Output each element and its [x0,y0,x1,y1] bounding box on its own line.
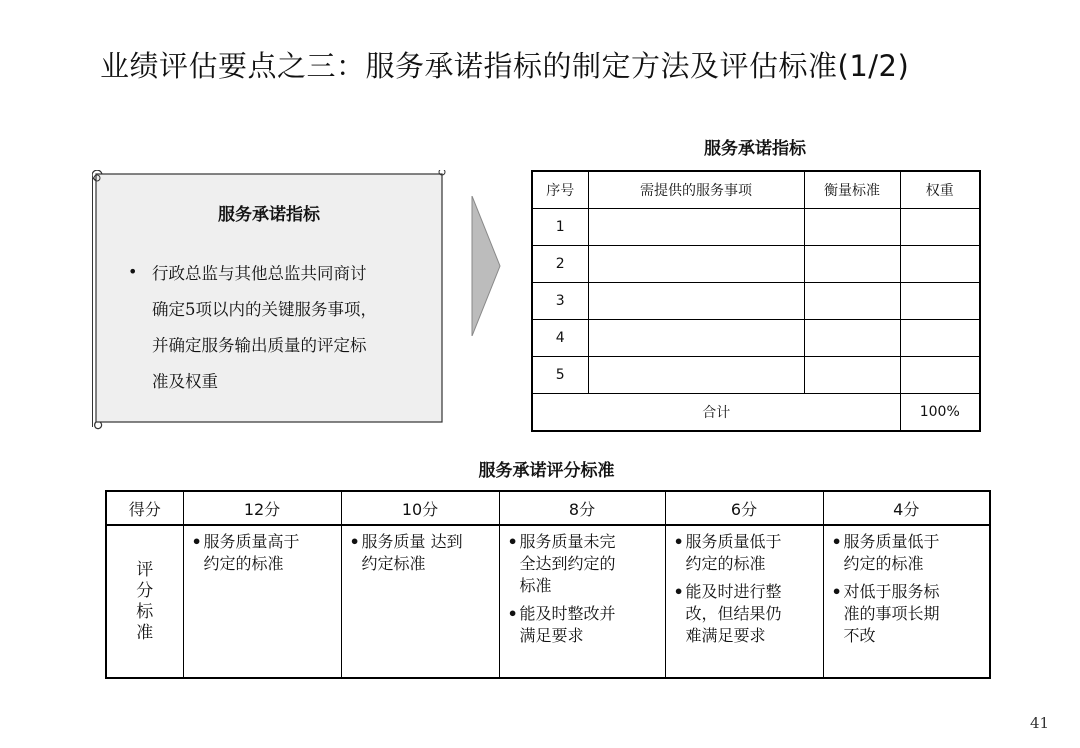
criteria-line: 满足要求 [519,626,584,645]
criteria-item [674,531,817,575]
table-row [532,246,980,283]
header-cell: 需提供的服务事项 [588,171,804,209]
bullet-dot: • [349,532,360,551]
total-label: 合计 [532,394,900,432]
criteria-item [350,531,493,575]
scroll-body [152,256,422,400]
table-row [532,209,980,246]
criteria-line: 服务质量低于 [685,532,782,551]
criteria-line: 标准 [519,576,552,595]
criteria-line: 改，但结果仍 [685,604,782,623]
criteria-item [832,531,984,575]
row-label-char: 准 [136,622,154,643]
score-header: 10分 [341,491,499,525]
scroll-line: 并确定服务输出质量的评定标 [152,336,367,355]
empty-cell [588,283,804,320]
service-index-table [531,170,981,432]
index-table-title: 服务承诺指标 [704,139,806,159]
chevron-right-icon [470,196,502,336]
criteria-line: 能及时整改并 [519,604,616,623]
score-header-label: 得分 [106,491,183,525]
criteria-row [106,525,990,678]
row-index: 3 [532,283,588,320]
header-cell: 权重 [900,171,980,209]
bullet-dot: • [831,532,842,551]
row-label-char: 评 [136,559,154,580]
row-label-char: 分 [136,580,154,601]
table-row [532,320,980,357]
criteria-line: 难满足要求 [685,626,766,645]
empty-cell [900,283,980,320]
empty-cell [804,283,900,320]
bullet-dot: • [507,604,518,623]
score-header-row [106,491,990,525]
page-number: 41 [1030,714,1050,732]
empty-cell [900,209,980,246]
criteria-item [192,531,335,575]
empty-cell [588,246,804,283]
scroll-heading: 服务承诺指标 [218,205,320,225]
criteria-item [674,581,817,647]
criteria-item [832,581,984,647]
bullet-dot: • [128,262,138,281]
scroll-line: 行政总监与其他总监共同商讨 [152,264,367,283]
criteria-line: 服务质量低于 [843,532,940,551]
criteria-line: 全达到约定的 [519,554,616,573]
table-row [532,283,980,320]
bullet-dot: • [191,532,202,551]
criteria-line: 服务质量高于 [203,532,300,551]
header-cell: 衡量标准 [804,171,900,209]
scroll-card [92,170,446,426]
score-header: 6分 [665,491,823,525]
criteria-line: 准的事项长期 [843,604,940,623]
criteria-row-label [106,525,183,678]
criteria-line: 服务质量未完 [519,532,616,551]
criteria-line: 约定的标准 [203,554,284,573]
empty-cell [804,320,900,357]
empty-cell [900,320,980,357]
criteria-line: 能及时进行整 [685,582,782,601]
row-index: 1 [532,209,588,246]
scoring-title: 服务承诺评分标准 [478,461,615,481]
criteria-line: 对低于服务标 [843,582,940,601]
bullet-dot: • [673,582,684,601]
score-header: 8分 [499,491,665,525]
criteria-line: 约定的标准 [843,554,924,573]
scroll-line: 准及权重 [152,372,218,391]
empty-cell [804,357,900,394]
criteria-cell-10 [341,525,499,678]
criteria-line: 不改 [843,626,876,645]
bullet-dot: • [673,532,684,551]
criteria-cell-4 [823,525,990,678]
score-header: 4分 [823,491,990,525]
table-row [532,357,980,394]
table-header-row [532,171,980,209]
criteria-item [508,603,659,647]
bullet-dot: • [507,532,518,551]
criteria-cell-6 [665,525,823,678]
criteria-cell-12 [183,525,341,678]
empty-cell [900,246,980,283]
empty-cell [804,246,900,283]
empty-cell [804,209,900,246]
row-label-char: 标 [136,601,154,622]
total-row [532,394,980,432]
score-header: 12分 [183,491,341,525]
empty-cell [900,357,980,394]
page-title: 业绩评估要点之三：服务承诺指标的制定方法及评估标准(1/2) [100,49,910,83]
empty-cell [588,357,804,394]
empty-cell [588,209,804,246]
criteria-line: 服务质量 达到 [361,532,463,551]
row-index: 5 [532,357,588,394]
scroll-line: 确定5项以内的关键服务事项， [152,300,377,319]
scoring-table [105,490,991,679]
bullet-dot: • [831,582,842,601]
criteria-item [508,531,659,597]
empty-cell [588,320,804,357]
row-index: 4 [532,320,588,357]
header-cell: 序号 [532,171,588,209]
total-weight: 100% [900,394,980,432]
criteria-line: 约定的标准 [685,554,766,573]
row-index: 2 [532,246,588,283]
criteria-cell-8 [499,525,665,678]
criteria-line: 约定标准 [361,554,426,573]
